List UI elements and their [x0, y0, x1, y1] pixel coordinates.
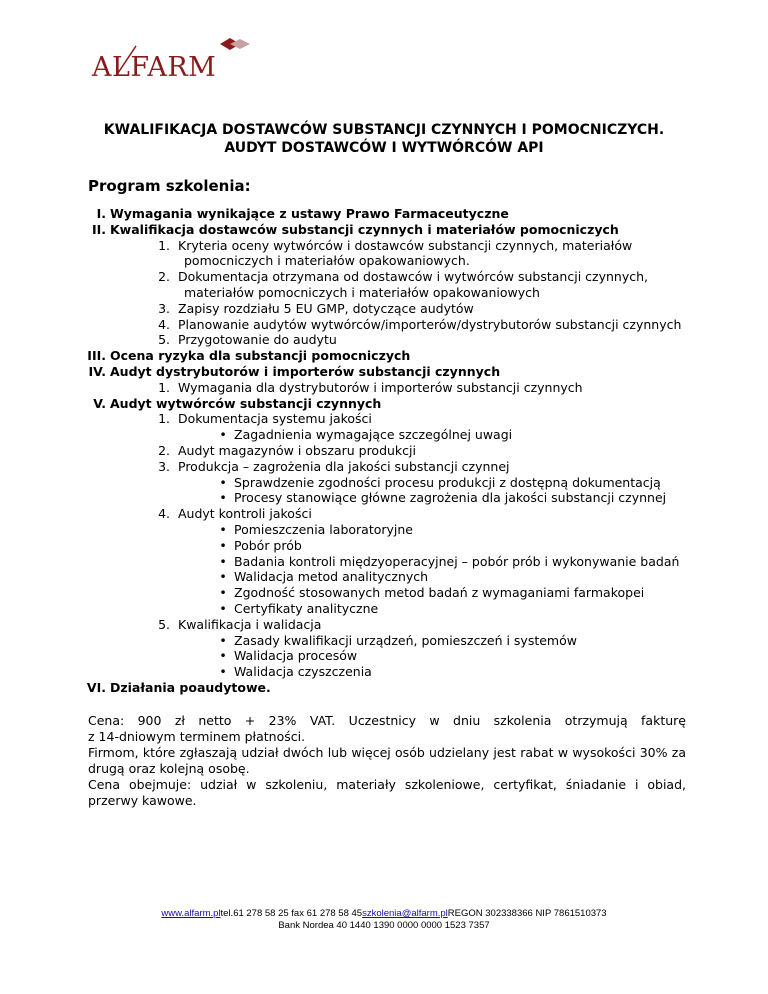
bullet-item-text: Certyfikaty analityczne — [234, 601, 379, 616]
item-number: 4. — [158, 316, 170, 332]
numbered-item-text: Kryteria oceny wytwórców i dostawców substancji czynnych, materiałów — [178, 237, 633, 253]
document-title-line1: KWALIFIKACJA DOSTAWCÓW SUBSTANCJI CZYNNYCH I POMOCNICZYCH. — [103, 122, 665, 138]
bullet-item-text: Walidacja procesów — [234, 648, 358, 664]
bullet-item-text: Walidacja metod analitycznych — [234, 569, 429, 585]
discount-paragraph: Firmom, które zgłaszają udział dwóch lub więcej osób udzielany jest rabat w wysokości 30% za drugą oraz kolejną osobę. — [88, 745, 686, 776]
bullet-item-text: Zasady kwalifikacji urządzeń, pomieszczeń i systemów — [234, 632, 577, 648]
item-number: 1. — [158, 379, 170, 395]
bullet-item — [216, 427, 512, 443]
section-heading — [70, 222, 619, 238]
registry-numbers: REGON 302338366 NIP 7861510373 — [447, 908, 607, 919]
numbered-item — [156, 443, 416, 459]
bullet-dot-icon: • — [219, 553, 227, 569]
numbered-item-text: Planowanie audytów wytwórców/importerów/dystrybutorów substancji czynnych — [178, 316, 682, 332]
numbered-item — [156, 238, 632, 254]
bullet-item — [216, 538, 302, 554]
footer-bank: Bank Nordea 40 1440 1390 0000 0000 1523 7357 — [278, 920, 490, 931]
includes-paragraph: Cena obejmuje: udział w szkoleniu, materiały szkoleniowe, certyfikat, śniadanie i obiad, przerwy kawowe. — [88, 777, 686, 808]
bullet-dot-icon: • — [219, 601, 227, 616]
item-number: 5. — [158, 616, 170, 632]
numbered-item — [156, 269, 648, 285]
numbered-item-text: Wymagania dla dystrybutorów i importerów substancji czynnych — [178, 379, 583, 395]
company-logo — [92, 38, 252, 88]
numbered-item-text: Przygotowanie do audytu — [178, 332, 337, 348]
bullet-item — [216, 554, 679, 570]
item-number: 1. — [158, 237, 170, 253]
item-number: 4. — [158, 506, 170, 522]
numbered-item — [156, 506, 312, 522]
bullet-item — [216, 569, 428, 585]
item-number: 3. — [158, 300, 170, 316]
logo-text: ALFARM — [92, 52, 217, 83]
bullet-item-text: Walidacja czyszczenia — [234, 664, 372, 680]
numbered-item-text: Dokumentacja systemu jakości — [178, 411, 372, 427]
bullet-item-text: Zagadnienia wymagające szczególnej uwagi — [234, 427, 513, 443]
bullet-item-text: Zgodność stosowanych metod badań z wymaganiami farmakopei — [234, 585, 645, 601]
bullet-item — [216, 522, 413, 538]
section-heading-text: Działania poaudytowe. — [110, 680, 271, 695]
bullet-dot-icon: • — [219, 632, 227, 648]
roman-numeral: II. — [91, 221, 106, 237]
section-heading-text: Kwalifikacja dostawców substancji czynnych i materiałów pomocniczych — [110, 221, 619, 237]
bullet-item — [216, 633, 577, 649]
bullet-dot-icon: • — [219, 427, 227, 443]
email-link[interactable]: szkolenia@alfarm.pl — [362, 908, 448, 919]
numbered-item-text: Produkcja – zagrożenia dla jakości substancji czynnej — [178, 458, 510, 474]
section-heading-text: Wymagania wynikające z ustawy Prawo Farmaceutyczne — [110, 206, 509, 221]
bullet-dot-icon: • — [219, 474, 227, 490]
bullet-dot-icon: • — [219, 569, 227, 585]
numbered-item — [156, 301, 474, 317]
footer-contact — [0, 908, 768, 919]
bullet-item-text: Pobór prób — [234, 537, 302, 553]
bullet-dot-icon: • — [219, 585, 227, 601]
bullet-dot-icon: • — [219, 664, 227, 680]
roman-numeral: VI. — [86, 680, 106, 695]
bullet-dot-icon: • — [219, 537, 227, 553]
section-heading — [70, 206, 509, 222]
item-number: 5. — [158, 332, 170, 348]
bullet-dot-icon: • — [219, 490, 227, 506]
section-heading — [70, 364, 500, 380]
bullet-item-text: Badania kontroli międzyoperacyjnej – pobór prób i wykonywanie badań — [234, 553, 680, 569]
numbered-item — [156, 317, 681, 333]
bullet-item — [216, 475, 661, 491]
program-heading: Program szkolenia: — [88, 177, 251, 195]
section-heading-text: Audyt wytwórców substancji czynnych — [110, 395, 382, 411]
numbered-item-text: Kwalifikacja i walidacja — [178, 616, 322, 632]
bullet-item-text: Procesy stanowiące główne zagrożenia dla jakości substancji czynnej — [234, 490, 667, 506]
roman-numeral: V. — [93, 395, 106, 411]
item-number: 2. — [158, 443, 170, 458]
section-heading-text: Audyt dystrybutorów i importerów substancji czynnych — [110, 364, 501, 379]
document-title-line2: AUDYT DOSTAWCÓW I WYTWÓRCÓW API — [224, 140, 544, 156]
numbered-item — [156, 380, 583, 396]
roman-numeral: IV. — [88, 364, 106, 379]
bullet-item — [216, 601, 378, 617]
bullet-item — [216, 648, 357, 664]
section-heading-text: Ocena ryzyka dla substancji pomocniczych — [110, 348, 411, 364]
bullet-dot-icon: • — [219, 522, 227, 537]
section-heading — [70, 396, 381, 412]
item-number: 3. — [158, 458, 170, 474]
bullet-item-text: Sprawdzenie zgodności procesu produkcji z dostępną dokumentacją — [234, 474, 661, 490]
numbered-item-continuation: pomocniczych i materiałów opakowaniowych. — [184, 253, 470, 269]
roman-numeral: I. — [96, 206, 106, 221]
section-heading — [70, 680, 271, 696]
numbered-item — [156, 332, 337, 348]
item-number: 2. — [158, 269, 170, 285]
bullet-item-text: Pomieszczenia laboratoryjne — [234, 522, 413, 537]
item-number: 1. — [158, 411, 170, 427]
numbered-item — [156, 411, 372, 427]
price-line1: Cena: 900 zł netto + 23% VAT. Uczestnicy w dniu szkolenia otrzymują fakturę — [88, 713, 686, 728]
bullet-item — [216, 490, 666, 506]
numbered-item-text: Audyt kontroli jakości — [178, 506, 312, 522]
website-link[interactable]: www.alfarm.pl — [161, 908, 221, 919]
numbered-item — [156, 459, 510, 475]
bullet-item — [216, 585, 644, 601]
numbered-item-text: Zapisy rozdziału 5 EU GMP, dotyczące audytów — [178, 300, 474, 316]
numbered-item-continuation: materiałów pomocniczych i materiałów opakowaniowych — [184, 285, 540, 300]
price-line2: z 14-dniowym terminem płatności. — [88, 729, 306, 744]
bullet-dot-icon: • — [219, 648, 227, 664]
bullet-item — [216, 664, 372, 680]
phone-fax: tel.61 278 58 25 fax 61 278 58 45 — [220, 908, 363, 919]
numbered-item-text: Audyt magazynów i obszaru produkcji — [178, 443, 416, 458]
price-paragraph — [88, 713, 686, 745]
section-heading — [70, 348, 410, 364]
numbered-item — [156, 617, 321, 633]
numbered-item-text: Dokumentacja otrzymana od dostawców i wytwórców substancji czynnych, — [178, 269, 648, 285]
roman-numeral: III. — [87, 348, 106, 364]
